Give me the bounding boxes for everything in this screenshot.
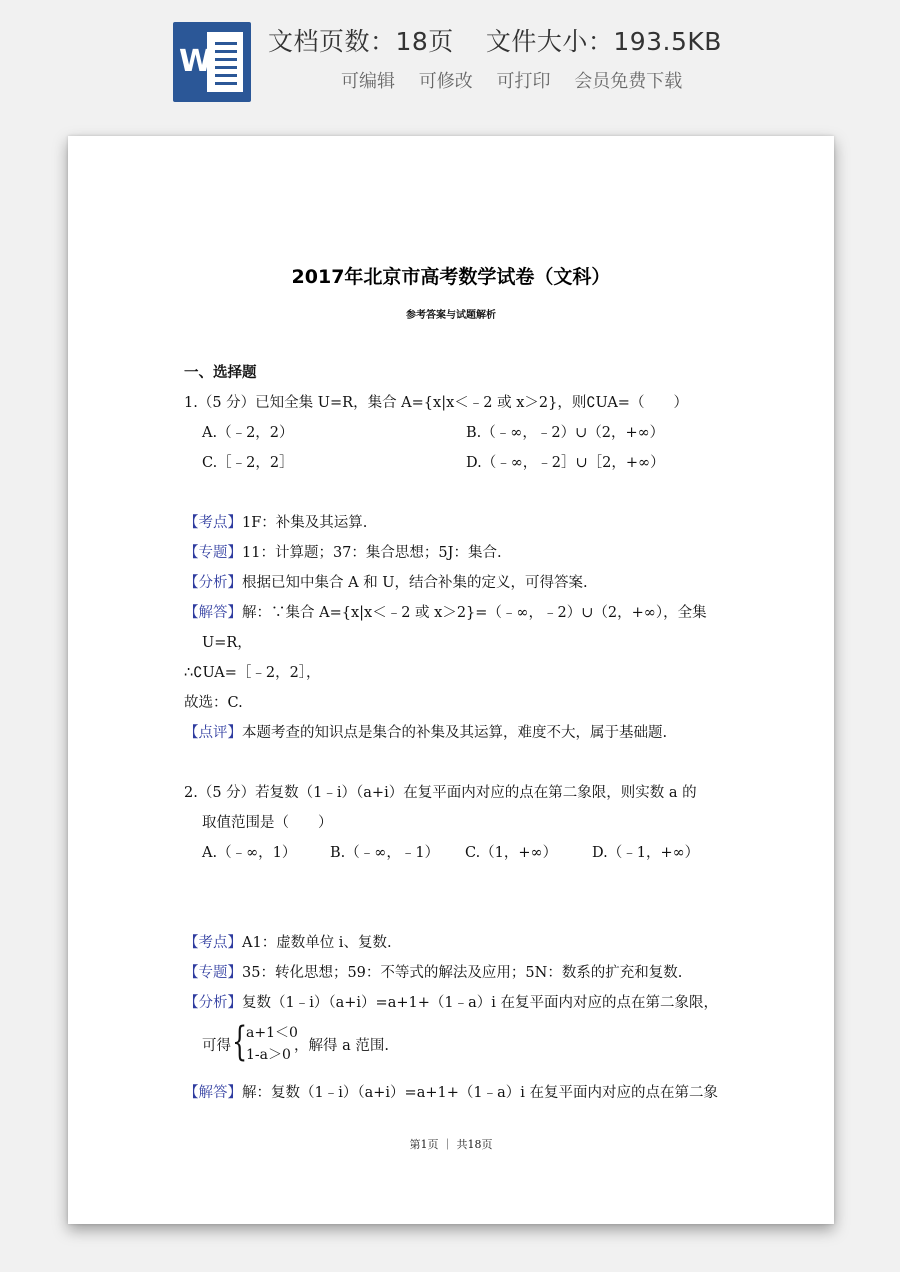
feature-printable: 可打印: [496, 71, 551, 92]
q1-kaodian: [184, 513, 367, 533]
q1-zhuanti: [184, 543, 502, 563]
q1-option-c: C.［﹣2，2］: [202, 455, 294, 471]
section-heading: 一、选择题: [184, 365, 257, 381]
q1-kaodian-text: 1F：补集及其运算.: [242, 515, 368, 531]
q2-jieda-tag: 【解答】: [184, 1085, 242, 1101]
file-size: 文件大小：193.5KB: [485, 27, 722, 56]
q1-dianping-text: 本题考查的知识点是集合的补集及其运算，难度不大，属于基础题.: [242, 725, 668, 741]
q2-kaodian-tag: 【考点】: [184, 935, 242, 951]
q1-fenxi-text: 根据已知中集合 A 和 U，结合补集的定义，可得答案.: [242, 575, 588, 591]
word-document-icon: W: [173, 22, 251, 102]
file-info: [268, 22, 722, 58]
q1-zhuanti-tag: 【专题】: [184, 545, 242, 561]
q1-kaodian-tag: 【考点】: [184, 515, 242, 531]
page-footer: 第1页 ｜ 共18页: [409, 1138, 493, 1151]
feature-modifiable: 可修改: [418, 71, 473, 92]
feature-member-download: 会员免费下载: [574, 71, 683, 92]
q2-zhuanti: [184, 963, 682, 983]
page-count: 文档页数：18页: [268, 27, 454, 56]
q1-jieda-tag: 【解答】: [184, 605, 242, 621]
q1-option-d: D.（﹣∞，﹣2］∪［2，+∞）: [466, 455, 665, 471]
q2-option-b: B.（﹣∞，﹣1）: [330, 845, 440, 861]
q1-stem: 1.（5 分）已知全集 U=R，集合 A={x|x＜﹣2 或 x＞2}，则∁UA=（ ）: [184, 395, 688, 411]
q1-dianping: [184, 723, 667, 743]
feature-list: [341, 67, 692, 93]
q2-zhuanti-tag: 【专题】: [184, 965, 242, 981]
q2-option-d: D.（﹣1，+∞）: [592, 845, 700, 861]
inequality-2: 1-a＞0: [246, 1047, 291, 1063]
system-label: 可得: [202, 1038, 231, 1054]
q1-jieda: [184, 603, 707, 623]
q2-jieda-text-1: 解：复数（1﹣i）（a+i）=a+1+（1﹣a）i 在复平面内对应的点在第二象: [242, 1085, 718, 1101]
q2-jieda: [184, 1083, 718, 1103]
document-title: 2017年北京市高考数学试卷（文科）: [291, 266, 611, 288]
q1-answer: 故选：C.: [184, 695, 243, 711]
q1-option-a: A.（﹣2，2）: [202, 425, 294, 441]
q2-fenxi-tag: 【分析】: [184, 995, 242, 1011]
inequality-1: a+1＜0: [246, 1025, 298, 1041]
q2-option-a: A.（﹣∞，1）: [202, 845, 297, 861]
q2-kaodian-text: A1：虚数单位 i、复数.: [242, 935, 392, 951]
q2-stem-1: 2.（5 分）若复数（1﹣i）（a+i）在复平面内对应的点在第二象限，则实数 a 的: [184, 785, 697, 801]
q1-jieda-line-2: U=R，: [202, 635, 252, 651]
q2-option-c: C.（1，+∞）: [465, 845, 558, 861]
q1-jieda-line-3: ∴∁UA=［﹣2，2］，: [184, 665, 321, 681]
q1-jieda-text-1: 解：∵集合 A={x|x＜﹣2 或 x＞2}=（﹣∞，﹣2）∪（2，+∞），全集: [242, 605, 707, 621]
feature-editable: 可编辑: [341, 71, 395, 92]
q2-stem-2: 取值范围是（ ）: [202, 815, 333, 831]
q1-fenxi: [184, 573, 588, 593]
q1-fenxi-tag: 【分析】: [184, 575, 242, 591]
q2-fenxi: [184, 993, 718, 1013]
q1-option-b: B.（﹣∞，﹣2）∪（2，+∞）: [466, 425, 665, 441]
document-page: [68, 136, 834, 1224]
q2-kaodian: [184, 933, 392, 953]
q2-fenxi-text: 复数（1﹣i）（a+i）=a+1+（1﹣a）i 在复平面内对应的点在第二象限，: [242, 995, 718, 1011]
q1-zhuanti-text: 11：计算题；37：集合思想；5J：集合.: [242, 545, 502, 561]
document-subtitle: 参考答案与试题解析: [406, 310, 496, 321]
left-brace: {: [232, 1019, 248, 1065]
download-banner: [0, 0, 900, 120]
q2-zhuanti-text: 35：转化思想；59：不等式的解法及应用；5N：数系的扩充和复数.: [242, 965, 683, 981]
q1-dianping-tag: 【点评】: [184, 725, 242, 741]
system-tail: ，解得 a 范围.: [294, 1038, 389, 1054]
